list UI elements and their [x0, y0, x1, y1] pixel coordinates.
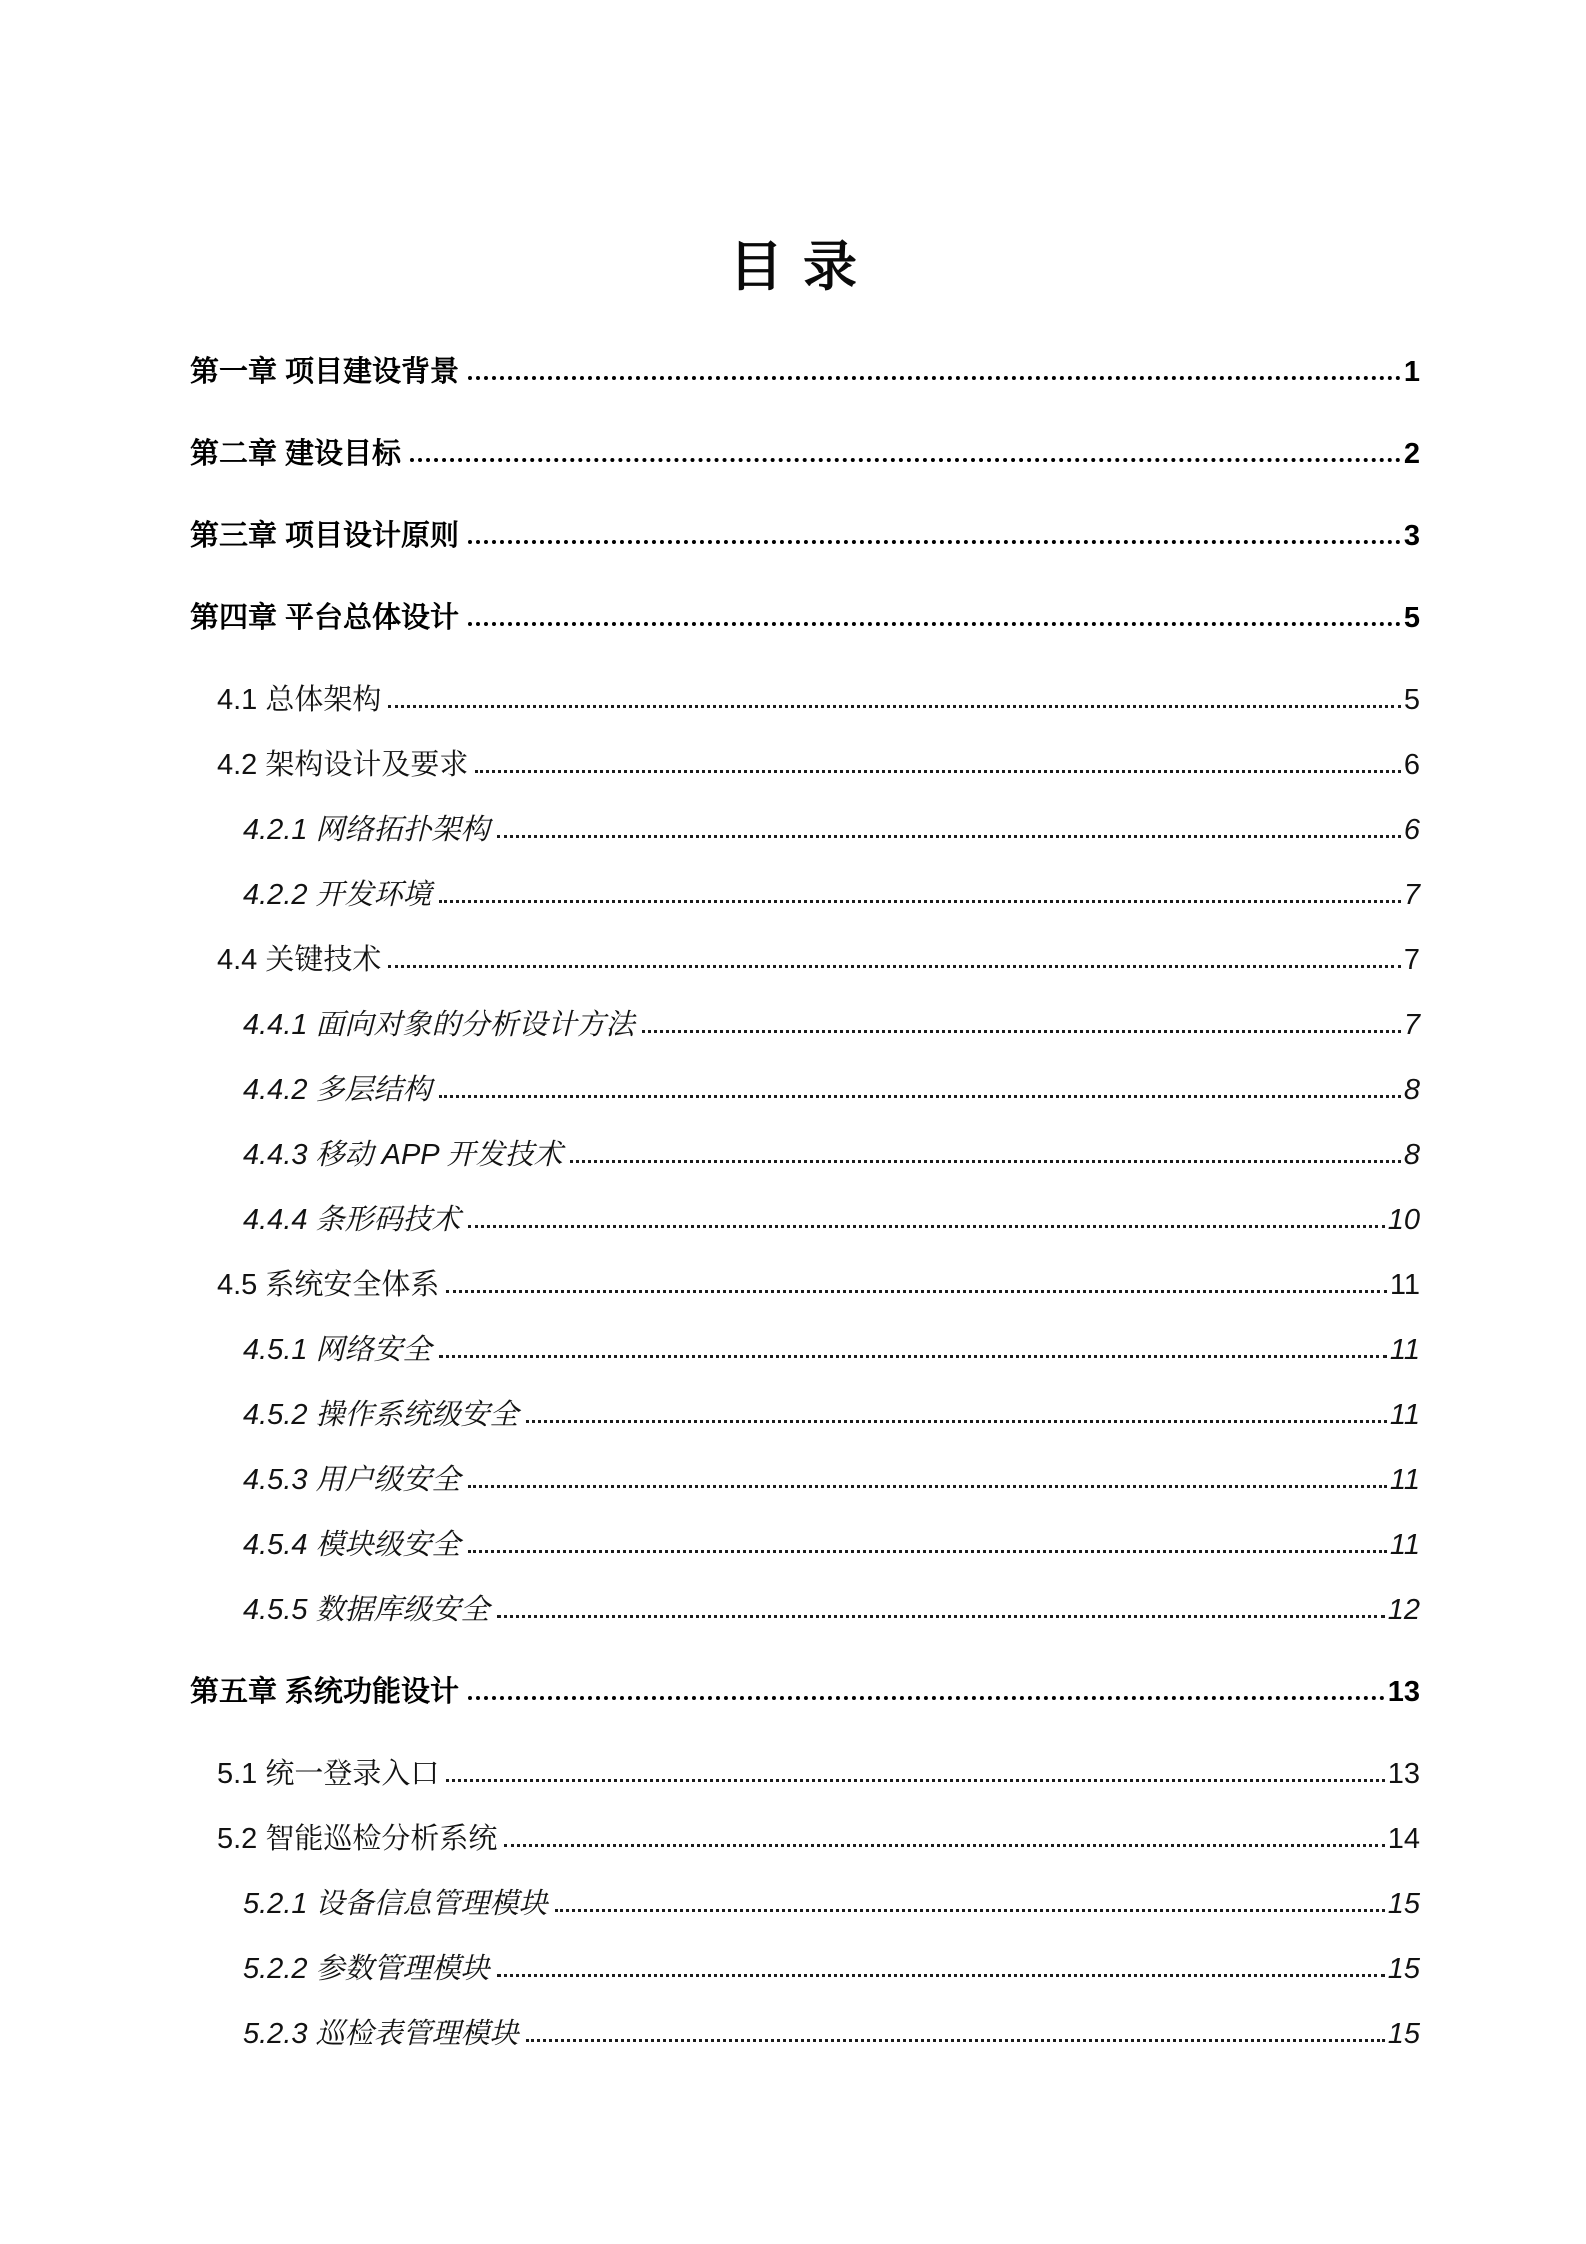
dot-leader [468, 1225, 1385, 1228]
dot-leader [497, 835, 1401, 838]
dot-leader [439, 1355, 1387, 1358]
toc-entry-label: 4.2 架构设计及要求 [217, 749, 469, 781]
toc-entry-label: 4.4.4 条形码技术 [243, 1204, 461, 1236]
toc-entry-page-number: 14 [1387, 1823, 1420, 1855]
dot-leader [504, 1844, 1384, 1847]
toc-entry-page-number: 12 [1387, 1594, 1420, 1626]
toc-entry-label: 第五章 系统功能设计 [190, 1676, 460, 1708]
toc-entry-label: 4.1 总体架构 [217, 684, 382, 716]
toc-entry-page-number: 8 [1403, 1139, 1420, 1171]
dot-leader [555, 1909, 1385, 1912]
toc-entry[interactable] [190, 1939, 1420, 2004]
dot-leader [475, 770, 1400, 773]
toc-entry[interactable] [190, 930, 1420, 995]
toc-entry[interactable] [190, 342, 1420, 407]
dot-leader [497, 1615, 1385, 1618]
toc-entry[interactable] [190, 1060, 1420, 1125]
toc-entry[interactable] [190, 424, 1420, 489]
dot-leader [526, 2039, 1385, 2042]
toc-entry-label: 4.5.1 网络安全 [243, 1334, 432, 1366]
toc-entry-page-number: 6 [1403, 814, 1420, 846]
toc-entry[interactable] [190, 995, 1420, 1060]
toc-entry[interactable] [190, 670, 1420, 735]
toc-entry-page-number: 11 [1389, 1529, 1420, 1561]
toc-entry[interactable] [190, 588, 1420, 653]
toc-entry-page-number: 13 [1387, 1676, 1420, 1708]
toc-entry[interactable] [190, 865, 1420, 930]
toc-entry[interactable] [190, 1255, 1420, 1320]
toc-entry-page-number: 5 [1403, 684, 1420, 716]
toc-entry[interactable] [190, 1580, 1420, 1645]
toc-entry-page-number: 11 [1389, 1399, 1420, 1431]
toc-entry-label: 4.4.3 移动 APP 开发技术 [243, 1139, 563, 1171]
toc-entry-page-number: 15 [1387, 2018, 1420, 2050]
dot-leader [388, 965, 1400, 968]
toc-entry-page-number: 15 [1387, 1953, 1420, 1985]
toc-entry-page-number: 2 [1403, 438, 1420, 470]
toc-entry-page-number: 11 [1389, 1269, 1420, 1301]
toc-entry-page-number: 15 [1387, 1888, 1420, 1920]
dot-leader [468, 1696, 1385, 1700]
toc-entry-label: 4.4 关键技术 [217, 944, 382, 976]
toc-entry[interactable] [190, 1515, 1420, 1580]
toc-entry-page-number: 11 [1389, 1464, 1420, 1496]
toc-entry[interactable] [190, 506, 1420, 571]
toc-entry-page-number: 1 [1403, 356, 1420, 388]
toc-entry-page-number: 6 [1403, 749, 1420, 781]
dot-leader [446, 1779, 1384, 1782]
toc-entry-label: 第一章 项目建设背景 [190, 356, 460, 388]
toc-entry[interactable] [190, 2004, 1420, 2069]
toc-entry-page-number: 11 [1389, 1334, 1420, 1366]
toc-entry-label: 4.5.4 模块级安全 [243, 1529, 461, 1561]
dot-leader [439, 1095, 1401, 1098]
toc-entry[interactable] [190, 1450, 1420, 1515]
toc-entry-label: 4.5.2 操作系统级安全 [243, 1399, 519, 1431]
toc-entry-label: 5.1 统一登录入口 [217, 1758, 440, 1790]
toc-entry-label: 第二章 建设目标 [190, 438, 402, 470]
dot-leader [468, 376, 1401, 380]
toc-entry-label: 4.5.5 数据库级安全 [243, 1594, 490, 1626]
toc-entry[interactable] [190, 1320, 1420, 1385]
toc-entry-label: 5.2.2 参数管理模块 [243, 1953, 490, 1985]
toc-entry-page-number: 7 [1403, 879, 1420, 911]
toc-entry-label: 5.2.1 设备信息管理模块 [243, 1888, 548, 1920]
toc-entry-label: 4.5 系统安全体系 [217, 1269, 440, 1301]
dot-leader [468, 1485, 1387, 1488]
toc-entry-label: 4.4.1 面向对象的分析设计方法 [243, 1009, 635, 1041]
toc-entry-label: 第三章 项目设计原则 [190, 520, 460, 552]
dot-leader [446, 1290, 1387, 1293]
toc-entry-page-number: 7 [1403, 944, 1420, 976]
toc-entry[interactable] [190, 1662, 1420, 1727]
toc-entry[interactable] [190, 1385, 1420, 1450]
toc-entry-page-number: 7 [1403, 1009, 1420, 1041]
toc-entry[interactable] [190, 1744, 1420, 1809]
toc-entry[interactable] [190, 800, 1420, 865]
dot-leader [388, 705, 1400, 708]
dot-leader [439, 900, 1401, 903]
table-of-contents [0, 298, 1586, 2069]
dot-leader [468, 622, 1401, 626]
toc-entry-label: 5.2.3 巡检表管理模块 [243, 2018, 519, 2050]
dot-leader [497, 1974, 1385, 1977]
toc-entry-page-number: 10 [1387, 1204, 1420, 1236]
toc-entry-page-number: 13 [1387, 1758, 1420, 1790]
toc-entry-page-number: 3 [1403, 520, 1420, 552]
toc-entry[interactable] [190, 1874, 1420, 1939]
toc-entry-page-number: 8 [1403, 1074, 1420, 1106]
dot-leader [570, 1160, 1401, 1163]
toc-entry-label: 5.2 智能巡检分析系统 [217, 1823, 498, 1855]
toc-entry[interactable] [190, 735, 1420, 800]
toc-entry-label: 4.4.2 多层结构 [243, 1074, 432, 1106]
toc-entry-label: 4.5.3 用户级安全 [243, 1464, 461, 1496]
dot-leader [468, 540, 1401, 544]
toc-entry-label: 4.2.2 开发环境 [243, 879, 432, 911]
dot-leader [642, 1030, 1401, 1033]
toc-entry-page-number: 5 [1403, 602, 1420, 634]
toc-entry[interactable] [190, 1190, 1420, 1255]
dot-leader [526, 1420, 1387, 1423]
toc-entry-label: 4.2.1 网络拓扑架构 [243, 814, 490, 846]
toc-entry[interactable] [190, 1809, 1420, 1874]
dot-leader [410, 458, 1401, 462]
dot-leader [468, 1550, 1387, 1553]
toc-entry-label: 第四章 平台总体设计 [190, 602, 460, 634]
toc-title: 目录 [729, 237, 877, 297]
toc-entry[interactable] [190, 1125, 1420, 1190]
